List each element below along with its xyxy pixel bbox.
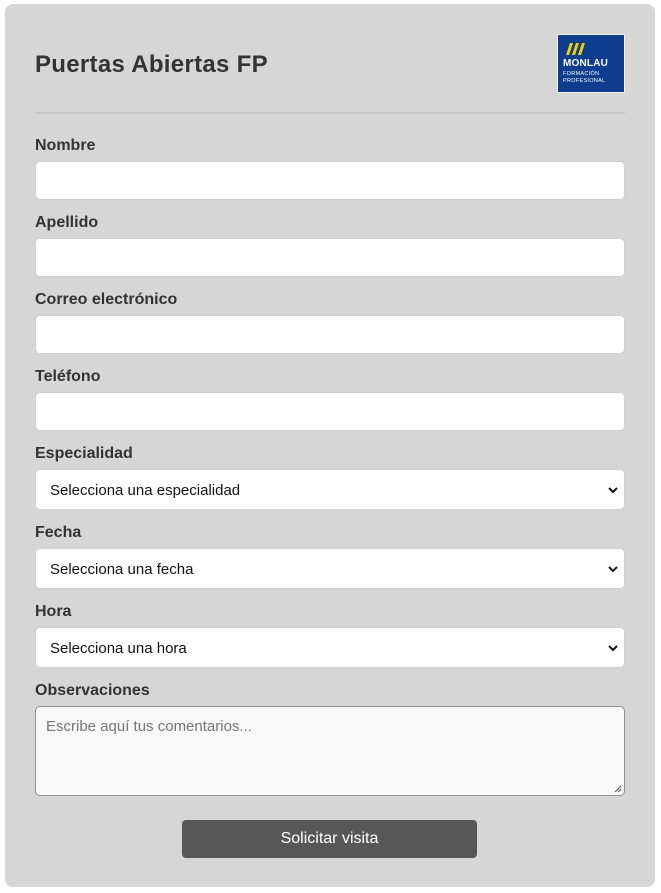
form-header — [35, 34, 625, 114]
fecha-selected-value: Selecciona una fecha — [50, 561, 194, 578]
chevron-down-icon — [607, 642, 619, 654]
monlau-logo-icon — [557, 34, 625, 93]
nombre-label: Nombre — [35, 137, 96, 154]
nombre-input[interactable] — [35, 161, 625, 200]
hora-select[interactable] — [35, 627, 625, 668]
email-input[interactable] — [35, 315, 625, 354]
observaciones-textarea[interactable] — [35, 706, 625, 796]
resize-grip-icon[interactable] — [613, 784, 622, 793]
hora-selected-value: Selecciona una hora — [50, 640, 187, 657]
logo-mark-icon — [564, 41, 586, 57]
especialidad-select[interactable] — [35, 469, 625, 510]
logo-subtitle — [563, 71, 605, 85]
telefono-label: Teléfono — [35, 368, 101, 385]
chevron-down-icon — [607, 484, 619, 496]
apellido-input[interactable] — [35, 238, 625, 277]
apellido-label: Apellido — [35, 214, 99, 231]
fecha-select[interactable] — [35, 548, 625, 589]
fecha-label: Fecha — [35, 524, 82, 541]
telefono-input[interactable] — [35, 392, 625, 431]
solicitar-visita-button[interactable]: Solicitar visita — [182, 820, 477, 858]
logo-brand: MONLAU — [563, 58, 609, 69]
observaciones-placeholder: Escribe aquí tus comentarios... — [46, 718, 252, 735]
chevron-down-icon — [607, 563, 619, 575]
especialidad-label: Especialidad — [35, 445, 133, 462]
page-title: Puertas Abiertas FP — [35, 51, 268, 78]
observaciones-label: Observaciones — [35, 682, 150, 699]
hora-label: Hora — [35, 603, 72, 620]
correo-label: Correo electrónico — [35, 291, 178, 308]
logo-line-2: PROFESIONAL — [563, 78, 606, 84]
form-card — [5, 4, 655, 887]
logo-line-1: FORMACIÓN — [563, 71, 600, 77]
especialidad-selected-value: Selecciona una especialidad — [50, 482, 241, 499]
